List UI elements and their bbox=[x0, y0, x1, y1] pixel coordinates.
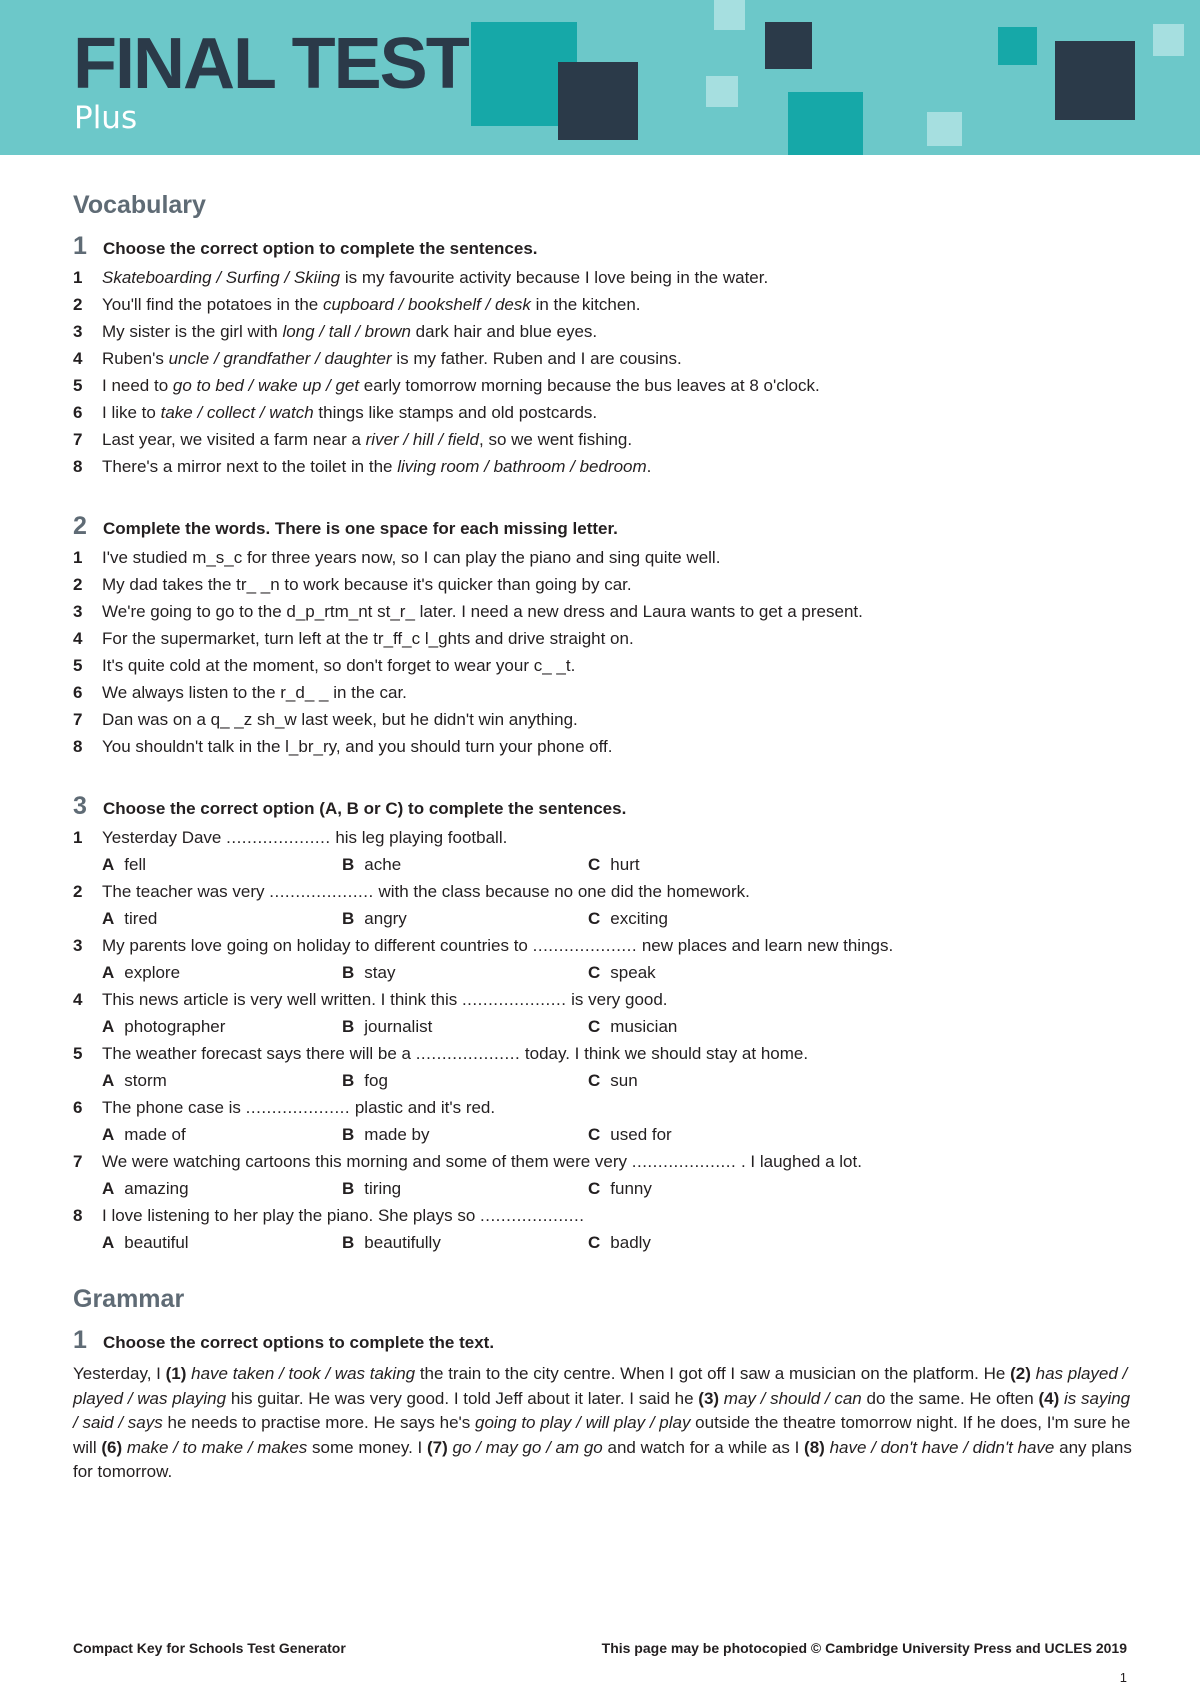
page-title: FINAL TEST bbox=[73, 24, 468, 104]
option-letter: A bbox=[102, 1179, 115, 1198]
sentence-fragment: is very good. bbox=[566, 990, 668, 1009]
question-number: 1 bbox=[73, 268, 83, 287]
option-text: made of bbox=[124, 1125, 186, 1144]
option-letter: A bbox=[102, 1233, 115, 1252]
sentence-fragment: I love listening to her play the piano. She plays so bbox=[102, 1206, 481, 1225]
question-number: 7 bbox=[73, 430, 83, 449]
question-item bbox=[73, 1148, 1133, 1202]
option-text: hurt bbox=[610, 855, 640, 874]
text-fragment: and watch for a while as I bbox=[602, 1437, 805, 1457]
text-fragment: he needs to practise more. He says he's bbox=[162, 1413, 475, 1432]
gap-number: (4) bbox=[1038, 1388, 1060, 1408]
question-text bbox=[102, 1148, 862, 1175]
question-item bbox=[73, 426, 1133, 453]
question-number: 8 bbox=[73, 1206, 83, 1225]
sentence-fragment: I need to bbox=[102, 376, 173, 395]
question-text bbox=[102, 878, 750, 905]
section-title-vocabulary: Vocabulary bbox=[73, 191, 206, 219]
option-text: tiring bbox=[364, 1179, 402, 1198]
option-text: sun bbox=[610, 1071, 638, 1090]
sentence-fragment: There's a mirror next to the toilet in the bbox=[102, 457, 398, 476]
option-c bbox=[588, 905, 788, 932]
task-instruction: Choose the correct options to complete the text. bbox=[103, 1333, 495, 1352]
answer-options: take / collect / watch bbox=[160, 403, 314, 422]
answer-blank: .................... bbox=[415, 1044, 521, 1063]
question-text: For the supermarket, turn left at the tr_ff_c l_ghts and drive straight on. bbox=[102, 629, 634, 648]
question-text: My dad takes the tr_ _n to work because it's quicker than going by car. bbox=[102, 575, 632, 594]
option-letter: A bbox=[102, 855, 115, 874]
question-number: 7 bbox=[73, 710, 83, 729]
question-text bbox=[102, 824, 507, 851]
option-letter: A bbox=[102, 1017, 115, 1036]
option-text: journalist bbox=[364, 1017, 433, 1036]
question-stem bbox=[73, 1148, 1133, 1175]
question-stem bbox=[73, 1094, 1133, 1121]
task-number: 2 bbox=[73, 512, 87, 540]
sentence-fragment: today. I think we should stay at home. bbox=[520, 1044, 809, 1063]
option-a bbox=[102, 851, 342, 878]
test-content bbox=[73, 188, 1133, 1485]
sentence-fragment: new places and learn new things. bbox=[637, 936, 894, 955]
question-number: 5 bbox=[73, 1044, 83, 1063]
footer-source: Compact Key for Schools Test Generator bbox=[73, 1640, 346, 1656]
answer-options: make / to make / makes bbox=[126, 1437, 308, 1457]
question-number: 2 bbox=[73, 295, 83, 314]
sentence-fragment: Last year, we visited a farm near a bbox=[102, 430, 366, 449]
gap-number: (8) bbox=[804, 1437, 825, 1457]
option-c bbox=[588, 1067, 788, 1094]
option-text: ache bbox=[364, 855, 402, 874]
question-number: 5 bbox=[73, 376, 83, 395]
answer-options bbox=[73, 1013, 1133, 1040]
option-text: angry bbox=[364, 909, 407, 928]
question-text bbox=[102, 345, 682, 372]
gap-number: (2) bbox=[1010, 1364, 1031, 1383]
task-instruction: Choose the correct option (A, B or C) to complete the sentences. bbox=[103, 799, 627, 818]
option-text: beautifully bbox=[364, 1233, 441, 1252]
question-number: 2 bbox=[73, 882, 83, 901]
sentence-fragment: I like to bbox=[102, 403, 161, 422]
answer-options: living room / bathroom / bedroom bbox=[397, 457, 647, 476]
question-number: 8 bbox=[73, 737, 83, 756]
decor-square bbox=[788, 92, 863, 155]
question-item bbox=[73, 706, 1133, 733]
decor-square bbox=[1153, 24, 1184, 56]
option-text: fell bbox=[124, 855, 147, 874]
question-text: We're going to go to the d_p_rtm_nt st_r_ later. I need a new dress and Laura wants to get a present. bbox=[102, 602, 863, 621]
task-instruction: Choose the correct option to complete the sentences. bbox=[103, 239, 538, 258]
question-number: 5 bbox=[73, 656, 83, 675]
question-stem bbox=[73, 878, 1133, 905]
option-b bbox=[342, 1175, 588, 1202]
header-banner bbox=[0, 0, 1200, 155]
question-text: Dan was on a q_ _z sh_w last week, but he didn't win anything. bbox=[102, 710, 578, 729]
question-text bbox=[102, 1094, 495, 1121]
answer-options bbox=[73, 1175, 1133, 1202]
question-number: 1 bbox=[73, 828, 83, 847]
option-letter: A bbox=[102, 1125, 115, 1144]
question-number: 6 bbox=[73, 403, 83, 422]
page-number: 1 bbox=[1119, 1670, 1127, 1685]
footer-copyright: This page may be photocopied © Cambridge University Press and UCLES 2019 bbox=[601, 1640, 1127, 1656]
sentence-fragment: in the kitchen. bbox=[530, 295, 641, 314]
sentence-fragment: is my father. Ruben and I are cousins. bbox=[391, 349, 682, 368]
question-number: 4 bbox=[73, 629, 83, 648]
decor-square bbox=[706, 76, 738, 107]
option-b bbox=[342, 1229, 588, 1256]
option-a bbox=[102, 1121, 342, 1148]
option-b bbox=[342, 851, 588, 878]
sentence-fragment: My parents love going on holiday to different countries to bbox=[102, 936, 533, 955]
option-letter: B bbox=[342, 1233, 355, 1252]
sentence-fragment: Ruben's bbox=[102, 349, 169, 368]
text-fragment: some money. I bbox=[307, 1437, 427, 1457]
text-fragment: Yesterday, I bbox=[73, 1364, 166, 1383]
question-stem bbox=[73, 1040, 1133, 1067]
question-text bbox=[102, 1202, 584, 1229]
answer-blank: .................... bbox=[226, 828, 331, 847]
question-text: It's quite cold at the moment, so don't forget to wear your c_ _t. bbox=[102, 656, 576, 675]
question-number: 6 bbox=[73, 1098, 83, 1117]
sentence-fragment: . bbox=[646, 457, 652, 476]
question-item bbox=[73, 571, 1133, 598]
option-letter: C bbox=[588, 1017, 601, 1036]
option-text: storm bbox=[124, 1071, 167, 1090]
question-list bbox=[73, 264, 1133, 480]
sentence-fragment: My sister is the girl with bbox=[102, 322, 283, 341]
question-item bbox=[73, 345, 1133, 372]
question-number: 3 bbox=[73, 602, 83, 621]
option-letter: B bbox=[342, 1071, 355, 1090]
answer-blank: .................... bbox=[269, 882, 374, 901]
question-text bbox=[102, 986, 668, 1013]
question-stem bbox=[73, 824, 1133, 851]
task-header bbox=[73, 792, 1133, 822]
option-text: fog bbox=[364, 1071, 388, 1090]
question-text: I've studied m_s_c for three years now, so I can play the piano and sing quite well. bbox=[102, 548, 721, 567]
option-letter: C bbox=[588, 1233, 601, 1252]
option-text: musician bbox=[610, 1017, 678, 1036]
decor-square bbox=[998, 27, 1037, 65]
question-number: 3 bbox=[73, 322, 83, 341]
option-text: tired bbox=[124, 909, 158, 928]
question-item bbox=[73, 372, 1133, 399]
answer-options bbox=[73, 851, 1133, 878]
option-letter: A bbox=[102, 963, 115, 982]
question-item bbox=[73, 318, 1133, 345]
option-c bbox=[588, 1175, 788, 1202]
sentence-fragment: This news article is very well written. I think this bbox=[102, 990, 462, 1009]
option-letter: B bbox=[342, 855, 355, 874]
sentence-fragment: Yesterday Dave bbox=[102, 828, 227, 847]
answer-options: Skateboarding / Surfing / Skiing bbox=[102, 268, 341, 287]
text-fragment: outside the theatre tomorrow night. If he does, I'm sure he will bbox=[73, 1413, 1131, 1457]
option-a bbox=[102, 1067, 342, 1094]
sentence-fragment: plastic and it's red. bbox=[350, 1098, 496, 1117]
option-text: amazing bbox=[124, 1179, 189, 1198]
answer-options: have taken / took / was taking bbox=[191, 1364, 416, 1383]
option-text: stay bbox=[364, 963, 396, 982]
option-text: used for bbox=[610, 1125, 672, 1144]
option-b bbox=[342, 905, 588, 932]
question-stem bbox=[73, 1202, 1133, 1229]
task-header bbox=[73, 1326, 1133, 1356]
question-item bbox=[73, 1202, 1133, 1256]
gap-number: (1) bbox=[165, 1364, 187, 1383]
decor-square bbox=[558, 62, 638, 140]
answer-options: go / may go / am go bbox=[452, 1437, 603, 1457]
gap-number: (3) bbox=[698, 1388, 720, 1408]
sentence-fragment: The teacher was very bbox=[102, 882, 270, 901]
question-text bbox=[102, 264, 768, 291]
option-text: funny bbox=[610, 1179, 652, 1198]
option-text: photographer bbox=[124, 1017, 226, 1036]
option-b bbox=[342, 1121, 588, 1148]
question-item bbox=[73, 652, 1133, 679]
option-c bbox=[588, 1013, 788, 1040]
option-c bbox=[588, 1229, 788, 1256]
sentence-fragment: things like stamps and old postcards. bbox=[313, 403, 598, 422]
answer-blank: .................... bbox=[461, 990, 567, 1009]
question-item bbox=[73, 625, 1133, 652]
option-letter: B bbox=[342, 1179, 355, 1198]
task-number: 3 bbox=[73, 792, 87, 820]
question-item bbox=[73, 733, 1133, 760]
question-text: We always listen to the r_d_ _ in the car. bbox=[102, 683, 407, 702]
option-letter: C bbox=[588, 909, 601, 928]
answer-options: go to bed / wake up / get bbox=[172, 376, 360, 395]
question-number: 7 bbox=[73, 1152, 83, 1171]
question-number: 3 bbox=[73, 936, 83, 955]
question-text bbox=[102, 399, 597, 426]
answer-options: has played / played / was playing bbox=[73, 1364, 1128, 1408]
question-text bbox=[102, 1040, 808, 1067]
sentence-fragment: is my favourite activity because I love being in the water. bbox=[340, 268, 769, 287]
question-text bbox=[102, 318, 597, 345]
answer-blank: .................... bbox=[480, 1206, 585, 1225]
option-a bbox=[102, 1013, 342, 1040]
question-text bbox=[102, 426, 632, 453]
question-item bbox=[73, 399, 1133, 426]
task-header bbox=[73, 232, 1133, 262]
question-text bbox=[102, 453, 651, 480]
answer-options: long / tall / brown bbox=[282, 322, 411, 341]
option-c bbox=[588, 851, 788, 878]
option-a bbox=[102, 905, 342, 932]
answer-options: have / don't have / didn't have bbox=[829, 1437, 1055, 1457]
option-a bbox=[102, 959, 342, 986]
option-letter: C bbox=[588, 1071, 601, 1090]
question-number: 6 bbox=[73, 683, 83, 702]
question-text: You shouldn't talk in the l_br_ry, and you should turn your phone off. bbox=[102, 737, 613, 756]
question-item bbox=[73, 1040, 1133, 1094]
option-letter: B bbox=[342, 963, 355, 982]
answer-options: cupboard / bookshelf / desk bbox=[322, 295, 531, 314]
option-text: made by bbox=[364, 1125, 430, 1144]
question-item bbox=[73, 932, 1133, 986]
section-title-grammar: Grammar bbox=[73, 1285, 185, 1313]
question-stem bbox=[73, 986, 1133, 1013]
question-item bbox=[73, 1094, 1133, 1148]
answer-blank: .................... bbox=[245, 1098, 351, 1117]
answer-options: may / should / can bbox=[723, 1388, 862, 1408]
option-letter: A bbox=[102, 1071, 115, 1090]
decor-square bbox=[927, 112, 962, 146]
answer-options bbox=[73, 1121, 1133, 1148]
option-c bbox=[588, 1121, 788, 1148]
option-b bbox=[342, 1067, 588, 1094]
gap-number: (6) bbox=[101, 1437, 123, 1457]
option-letter: A bbox=[102, 909, 115, 928]
page-subtitle: Plus bbox=[74, 100, 138, 136]
text-fragment: do the same. He often bbox=[861, 1388, 1039, 1408]
gap-number: (7) bbox=[427, 1437, 448, 1457]
sentence-fragment: . I laughed a lot. bbox=[736, 1152, 862, 1171]
option-text: explore bbox=[124, 963, 181, 982]
option-letter: C bbox=[588, 963, 601, 982]
answer-options bbox=[73, 1229, 1133, 1256]
question-text bbox=[102, 291, 641, 318]
answer-options bbox=[73, 1067, 1133, 1094]
question-number: 4 bbox=[73, 349, 83, 368]
question-number: 8 bbox=[73, 457, 83, 476]
decor-square bbox=[1055, 41, 1135, 120]
text-fragment: his guitar. He was very good. I told Jeff about it later. I said he bbox=[226, 1388, 699, 1408]
answer-options: is saying / said / says bbox=[73, 1388, 1131, 1432]
question-item bbox=[73, 986, 1133, 1040]
option-text: badly bbox=[610, 1233, 651, 1252]
answer-options bbox=[73, 959, 1133, 986]
sentence-fragment: with the class because no one did the homework. bbox=[373, 882, 750, 901]
question-stem bbox=[73, 932, 1133, 959]
option-text: beautiful bbox=[124, 1233, 189, 1252]
answer-options bbox=[73, 905, 1133, 932]
task-instruction: Complete the words. There is one space for each missing letter. bbox=[103, 519, 618, 538]
sentence-fragment: dark hair and blue eyes. bbox=[410, 322, 598, 341]
sentence-fragment: You'll find the potatoes in the bbox=[102, 295, 323, 314]
option-a bbox=[102, 1229, 342, 1256]
text-fragment: the train to the city centre. When I got off I saw a musician on the platform. He bbox=[415, 1364, 1011, 1383]
question-number: 1 bbox=[73, 548, 83, 567]
task-number: 1 bbox=[73, 1326, 87, 1354]
question-number: 2 bbox=[73, 575, 83, 594]
grammar-text bbox=[73, 1362, 1133, 1485]
decor-square bbox=[714, 0, 745, 30]
question-item bbox=[73, 453, 1133, 480]
option-b bbox=[342, 959, 588, 986]
sentence-fragment: The phone case is bbox=[102, 1098, 246, 1117]
answer-options: going to play / will play / play bbox=[475, 1413, 691, 1432]
question-text bbox=[102, 372, 820, 399]
sentence-fragment: We were watching cartoons this morning and some of them were very bbox=[102, 1152, 632, 1171]
question-item bbox=[73, 679, 1133, 706]
option-a bbox=[102, 1175, 342, 1202]
option-letter: C bbox=[588, 1179, 601, 1198]
answer-options: uncle / grandfather / daughter bbox=[168, 349, 392, 368]
question-item bbox=[73, 264, 1133, 291]
option-letter: B bbox=[342, 1017, 355, 1036]
option-letter: B bbox=[342, 909, 355, 928]
multiple-choice-list bbox=[73, 824, 1133, 1256]
option-letter: C bbox=[588, 1125, 601, 1144]
text-fragment: any plans for tomorrow. bbox=[73, 1437, 1132, 1481]
question-item bbox=[73, 824, 1133, 878]
option-letter: B bbox=[342, 1125, 355, 1144]
option-letter: C bbox=[588, 855, 601, 874]
sentence-fragment: his leg playing football. bbox=[330, 828, 508, 847]
question-item bbox=[73, 291, 1133, 318]
question-number: 4 bbox=[73, 990, 83, 1009]
question-item bbox=[73, 544, 1133, 571]
option-text: speak bbox=[610, 963, 656, 982]
option-text: exciting bbox=[610, 909, 668, 928]
answer-options: river / hill / field bbox=[365, 430, 479, 449]
task-header bbox=[73, 512, 1133, 542]
option-c bbox=[588, 959, 788, 986]
option-b bbox=[342, 1013, 588, 1040]
task-number: 1 bbox=[73, 232, 87, 260]
sentence-fragment: The weather forecast says there will be a bbox=[102, 1044, 416, 1063]
sentence-fragment: , so we went fishing. bbox=[479, 430, 633, 449]
question-item bbox=[73, 878, 1133, 932]
answer-blank: .................... bbox=[631, 1152, 737, 1171]
question-list bbox=[73, 544, 1133, 760]
sentence-fragment: early tomorrow morning because the bus leaves at 8 o'clock. bbox=[359, 376, 820, 395]
answer-blank: .................... bbox=[532, 936, 638, 955]
question-item bbox=[73, 598, 1133, 625]
question-text bbox=[102, 932, 893, 959]
decor-square bbox=[765, 22, 812, 69]
